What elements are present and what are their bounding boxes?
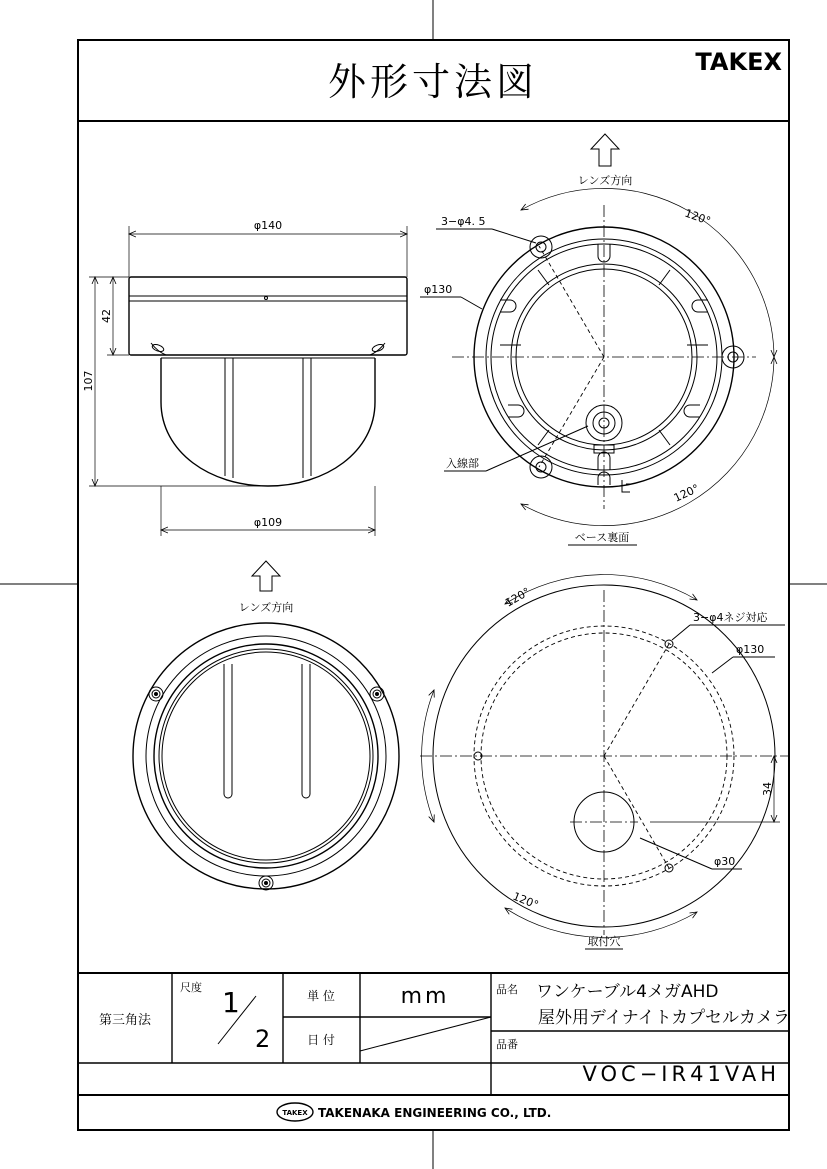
projection-label: 第三角法 <box>98 1013 152 1028</box>
top-view <box>133 561 399 890</box>
hole-diameter-label-30: φ30 <box>714 855 736 868</box>
angle-label-120-top-right: 120° <box>682 206 713 228</box>
angle-label-120-bottom-right: 120° <box>671 481 702 505</box>
mounting-holes-view <box>420 575 790 949</box>
dim-width-140: φ140 <box>253 219 283 232</box>
lens-direction-arrow-icon <box>252 561 280 591</box>
date-label: 日 付 <box>307 1033 335 1047</box>
cable-inlet-label: 入線部 <box>446 457 479 470</box>
drawing-title: 外形寸法図 <box>327 60 539 104</box>
product-name-label: 品名 <box>496 983 518 996</box>
product-name-line1: ワンケーブル4メガAHD <box>536 982 719 1002</box>
front-view <box>82 219 407 536</box>
screw-label-3-phi-4: 3−φ4ネジ対応 <box>693 611 768 624</box>
lens-direction-label-bottom: レンズ方向 <box>238 601 294 614</box>
dim-height-107: 107 <box>82 370 95 392</box>
lens-direction-label-top: レンズ方向 <box>577 174 633 187</box>
title-block <box>78 973 790 1121</box>
diameter-label-130-mount: φ130 <box>736 643 765 656</box>
base-back-caption: ベース裏面 <box>574 531 630 544</box>
drawing-frame <box>78 40 789 1130</box>
hole-label-3-phi-4-5: 3−φ4. 5 <box>441 215 486 228</box>
angle-label-120-bottom: 120° <box>510 889 541 912</box>
company-logo-text: TAKEX <box>282 1109 308 1117</box>
product-no-label: 品番 <box>496 1038 518 1051</box>
scale-numerator: 1 <box>222 986 240 1019</box>
mounting-holes-caption: 取付穴 <box>587 935 621 948</box>
product-no: VOC−IR41VAH <box>582 1062 780 1086</box>
dim-height-42: 42 <box>100 309 113 323</box>
scale-label: 尺度 <box>180 981 202 994</box>
company-name: TAKENAKA ENGINEERING CO., LTD. <box>318 1106 552 1120</box>
dim-width-109: φ109 <box>253 516 283 529</box>
product-name-line2: 屋外用デイナイトカプセルカメラ <box>538 1008 790 1028</box>
brand-logo: TAKEX <box>695 48 782 76</box>
base-back-view <box>420 134 774 545</box>
unit-value: mm <box>400 984 450 1009</box>
angle-label-120-top: 120° <box>503 585 533 610</box>
unit-label: 単 位 <box>307 989 335 1003</box>
diameter-label-130-base: φ130 <box>424 283 453 296</box>
lens-direction-arrow-icon <box>591 134 619 166</box>
offset-label-34: 34 <box>761 782 774 796</box>
scale-denominator: 2 <box>255 1025 271 1053</box>
